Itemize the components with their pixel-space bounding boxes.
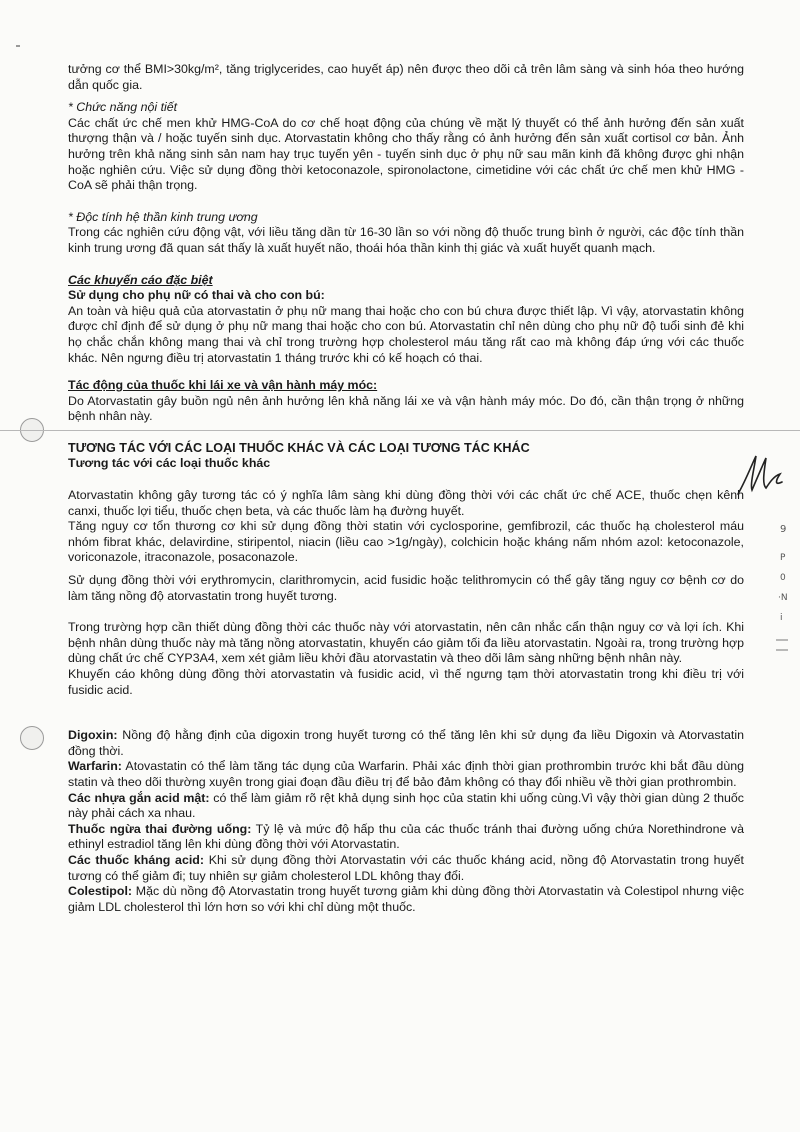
label-bile-acid-resins: Các nhựa gắn acid mật: xyxy=(68,790,210,805)
label-warfarin: Warfarin: xyxy=(68,759,122,774)
section-title-pregnancy: Sử dụng cho phụ nữ có thai và cho con bú: xyxy=(68,288,325,303)
paragraph-cns-toxicity: Trong các nghiên cứu động vật, với liều tăng dần từ 16-30 lần so với nồng độ thuốc trung bình ở người, các độc tính thần kinh trung ương đã quan sát thấy là xuất huyết não, thoái hóa thần kinh thị giác và xuất huyết quanh mạch. xyxy=(68,225,744,255)
svg-text:0: 0 xyxy=(780,573,786,583)
paragraph-pregnancy: An toàn và hiệu quả của atorvastatin ở phụ nữ mang thai hoặc cho con bú chưa được thiết lập. Vì vậy, atorvastatin không được chỉ định để sử dụng ở phụ nữ mang thai hoặc cho con bú. Atorvastatin chỉ nên dùng cho phụ nữ độ tuổi sinh đẻ khi họ chắc chắn không mang thai và chỉ trong trường hợp cholesterol máu tăng rất cao mà không đáp ứng với các thuốc khác. Nên ngưng điều trị atorvastatin 1 tháng trước khi có kế hoạch có thai. xyxy=(68,303,744,365)
paragraph-interaction-3: Sử dụng đồng thời với erythromycin, clarithromycin, acid fusidic hoặc telithromycin có thể gây tăng nguy cơ bệnh cơ do làm tăng nồng độ atorvastatin trong huyết tương. xyxy=(68,573,744,603)
section-title-endocrine: * Chức năng nội tiết xyxy=(68,100,178,115)
paragraph-bmi: tưởng cơ thể BMI>30kg/m², tăng triglycerides, cao huyết áp) nên được theo dõi cả trên lâm sàng và sinh hóa theo hướng dẫn quốc gia. xyxy=(68,62,744,92)
label-oral-contraceptives: Thuốc ngừa thai đường uống: xyxy=(68,821,252,836)
svg-text:i: i xyxy=(780,613,783,623)
scan-speck xyxy=(16,45,20,47)
paragraph-antacids xyxy=(68,853,744,884)
margin-scan-marks xyxy=(770,520,792,670)
text-bile-acid-resins: có thể làm giảm rõ rệt khả dụng sinh học của statin khi uống cùng.Vì vậy thời gian dùng 2 thuốc này phải cách xa nhau. xyxy=(68,790,745,821)
paragraph-driving: Do Atorvastatin gây buồn ngủ nên ảnh hưởng lên khả năng lái xe và vận hành máy móc. Do đó, cần thận trọng ở những bệnh nhân này. xyxy=(68,393,744,424)
label-colestipol: Colestipol: xyxy=(68,884,133,899)
section-subheading-drug-interactions: Tương tác với các loại thuốc khác xyxy=(68,456,271,471)
section-heading-interactions: TƯƠNG TÁC VỚI CÁC LOẠI THUỐC KHÁC VÀ CÁC LOẠI TƯƠNG TÁC KHÁC xyxy=(68,440,530,455)
paragraph-colestipol xyxy=(68,884,744,915)
document-page xyxy=(68,62,744,915)
section-title-driving: Tác động của thuốc khi lái xe và vận hành máy móc: xyxy=(68,378,378,393)
section-title-cns-toxicity: * Độc tính hệ thần kinh trung ương xyxy=(68,209,258,224)
paragraph-interaction-5: Khuyến cáo không dùng đồng thời atorvastatin và fusidic acid, vì thế ngưng tạm thời atorvastatin trong khi điều trị với fusidic acid. xyxy=(68,667,744,697)
paragraph-bile-acid-resins xyxy=(68,791,744,822)
paragraph-interaction-4: Trong trường hợp cần thiết dùng đồng thời các thuốc này với atorvastatin, nên cân nhắc cẩn thận nguy cơ và lợi ích. Khi bệnh nhân dùng thuốc này mà tăng nồng atorvastatin, khuyến cáo giảm tối đa liều atorvastatin. Ngoài ra, trong trường hợp dùng chất ức chế CYP3A4, xem xét giảm liều khởi đầu atorvastatin và theo dõi lâm sàng những bệnh nhân này. xyxy=(68,620,744,666)
text-digoxin: Nồng độ hằng định của digoxin trong huyết tương có thể tăng lên khi sử dụng đa liều Digoxin và Atorvastatin đồng thời. xyxy=(68,728,744,758)
paragraph-warfarin xyxy=(68,759,744,790)
section-title-special-warnings: Các khuyến cáo đặc biệt xyxy=(68,272,213,287)
text-colestipol: Mặc dù nồng độ Atorvastatin trong huyết tương giảm khi dùng đồng thời Atorvastatin và Colestipol nhưng việc giảm LDL cholesterol thì lớn hơn so với khi chỉ dùng một thuốc. xyxy=(68,884,744,914)
svg-text:·N: ·N xyxy=(778,593,788,603)
paragraph-interaction-1: Atorvastatin không gây tương tác có ý nghĩa lâm sàng khi dùng đồng thời với các chất ức chế ACE, thuốc chẹn kênh canxi, thuốc lợi tiểu, thuốc chẹn beta, và các thuốc làm hạ đường huyết. xyxy=(68,488,744,518)
text-warfarin: Atovastatin có thể làm tăng tác dụng của Warfarin. Phải xác định thời gian prothrombin trước khi bắt đầu dùng statin và theo dõi thường xuyên trong giai đoạn đầu điều trị để bảo đảm không có thay đổi nhiều về thời gian prothrombin. xyxy=(68,759,744,789)
label-antacids: Các thuốc kháng acid: xyxy=(68,852,204,867)
svg-text:P: P xyxy=(780,553,786,563)
label-digoxin: Digoxin: xyxy=(68,728,118,743)
paragraph-interaction-2: Tăng nguy cơ tổn thương cơ khi sử dụng đồng thời statin với cyclosporine, gemfibrozil, các thuốc hạ cholesterol máu nhóm fibrat khác, delavirdine, stiripentol, niacin (liều cao >1g/ngày), colchicin hoặc kháng nấm nhóm azol: ketoconazole, voriconazole, itraconazole, posaconazole. xyxy=(68,519,744,565)
text-antacids: Khi sử dụng đồng thời Atorvastatin với các thuốc kháng acid, nồng độ Atorvastatin trong huyết tương có thể giảm đi; tuy nhiên sự giảm cholesterol LDL không thay đổi. xyxy=(68,852,744,883)
paragraph-endocrine: Các chất ức chế men khử HMG-CoA do cơ chế hoạt động của chúng về mặt lý thuyết có thể ảnh hưởng đến sản xuất thượng thận và / hoặc tuyến sinh dục. Atorvastatin không cho thấy rằng có ảnh hưởng đến sản xuất cortisol cơ bản. Ảnh hưởng trên khả năng sinh sản nam hay trục tuyến yên - tuyến sinh dục ở phụ nữ sau mãn kinh đã không được ghi nhận hoặc nghiên cứu. Việc sử dụng đồng thời ketoconazole, spironolactone, cimetidine với các chất ức chế men khử HMG - CoA sẽ phải thận trọng. xyxy=(68,115,744,193)
text-oral-contraceptives: Tỷ lệ và mức độ hấp thu của các thuốc tránh thai đường uống chứa Norethindrone và ethinyl estradiol tăng lên khi dùng đồng thời với Atorvastatin. xyxy=(68,821,744,852)
paragraph-oral-contraceptives xyxy=(68,822,744,853)
svg-text:9: 9 xyxy=(780,524,787,535)
punch-hole-bottom xyxy=(20,726,44,750)
paragraph-digoxin xyxy=(68,728,744,759)
